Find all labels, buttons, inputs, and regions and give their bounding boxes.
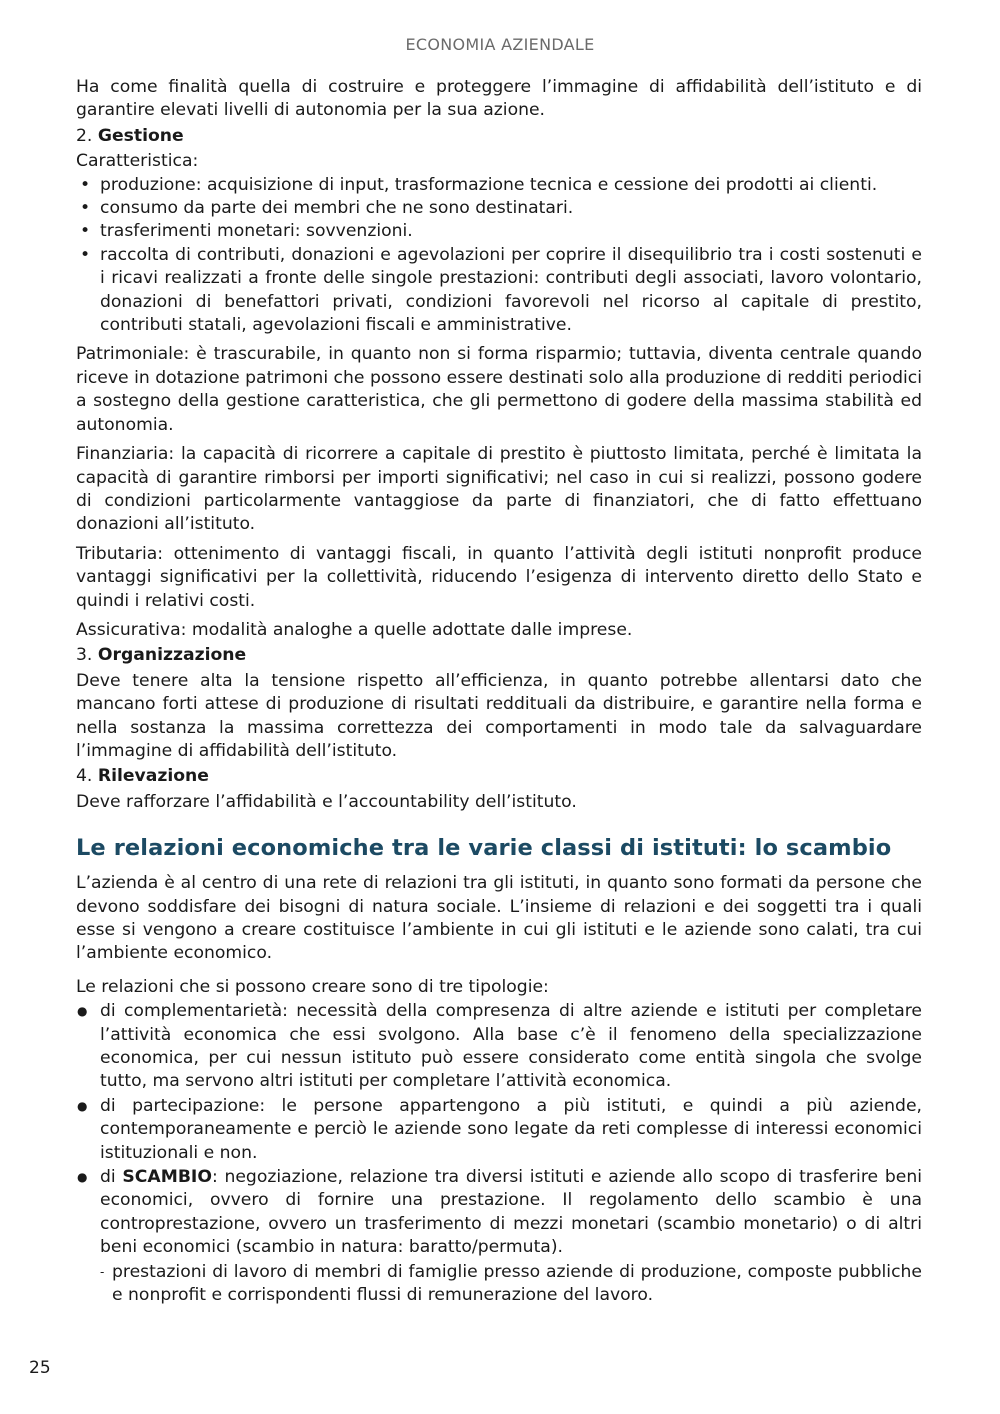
tributaria-paragraph: Tributaria: ottenimento di vantaggi fiscali, in quanto l’attività degli istituti nonprofit produce vantaggi significativi per la collettività, riducendo l’esigenza di intervento diretto dello Stato e quindi i relativi costi. [76, 543, 922, 611]
caratteristica-label: Caratteristica: [76, 151, 199, 172]
list-item: ● di complementarietà: necessità della compresenza di altre aziende e istituti per completare l’attività economica che essi svolgono. Alla base c’è il fenomeno della specializzazione economica, per cui nessun istituto può essere considerato come entità singola che svolge tutto, ma servono altri istituti per completare l’attività economica. [76, 1000, 922, 1094]
list-item: • produzione: acquisizione di input, trasformazione tecnica e cessione dei prodotti ai clienti. [76, 174, 922, 197]
page-number: 25 [29, 1358, 51, 1378]
relazioni-list-intro: Le relazioni che si possono creare sono di tre tipologie: [76, 976, 549, 997]
section-heading-rilevazione [76, 765, 922, 788]
caratteristica-list [76, 174, 922, 338]
page-body [76, 76, 922, 1308]
list-item: • raccolta di contributi, donazioni e agevolazioni per coprire il disequilibrio tra i costi sostenuti e i ricavi realizzati a fronte delle singole prestazioni: contributi degli associati, lavoro volontario, donazioni di benefattori privati, condizioni favorevoli nel ricorso al capitale di prestito, contributi statali, agevolazioni fiscali e amministrative. [76, 244, 922, 338]
scambio-term: SCAMBIO [122, 1167, 212, 1188]
patrimoniale-paragraph: Patrimoniale: è trascurabile, in quanto non si forma risparmio; tuttavia, diventa centrale quando riceve in dotazione patrimoni che possono essere destinati solo alla produzione di redditi periodici a sostegno della gestione caratteristica, che gli permettono di godere della massima stabilità ed autonomia. [76, 344, 923, 435]
section-heading-organizzazione [76, 644, 922, 667]
relazioni-paragraph: L’azienda è al centro di una rete di relazioni tra gli istituti, in quanto sono formati da persone che devono soddisfare dei bisogni di natura sociale. L’insieme di relazioni e dei soggetti tra i quali esse si vengono a creare costituisce l’ambiente in cui gli istituti e le aziende sono calati, tra cui l’ambiente economico. [76, 873, 922, 964]
section-heading-gestione [76, 125, 922, 148]
section-title: Organizzazione [97, 645, 247, 666]
scambio-sublist [100, 1261, 922, 1308]
intro-paragraph: Ha come finalità quella di costruire e proteggere l’immagine di affidabilità dell’istituto e di garantire elevati livelli di autonomia per la sua azione. [76, 77, 922, 121]
list-item [76, 1166, 922, 1307]
section-number: 3. [76, 645, 93, 666]
finanziaria-paragraph: Finanziaria: la capacità di ricorrere a capitale di prestito è piuttosto limitata, perché è limitata la capacità di garantire rimborsi per importi significativi; nel caso in cui si realizzi, possono godere di condizioni particolarmente vantaggiose da parte di finanziatori, che di fatto effettuano donazioni all’istituto. [76, 444, 922, 535]
assicurativa-paragraph: Assicurativa: modalità analoghe a quelle adottate dalle imprese. [76, 619, 633, 640]
item-text: : negoziazione, relazione tra diversi istituti e aziende allo scopo di trasferire beni economici, ovvero di fornire una prestazione. Il regolamento dello scambio è una controprestazione, ovvero un trasferimento di mezzi monetari (scambio monetario) o di altri beni economici (scambio in natura: baratto/permuta). [100, 1167, 922, 1258]
list-item: ● di partecipazione: le persone appartengono a più istituti, e quindi a più aziende, contemporaneamente e perciò le aziende sono legate da reti complesse di interessi economici istituzionali e non. [76, 1095, 922, 1165]
list-item: • consumo da parte dei membri che ne sono destinatari. [76, 197, 922, 220]
sublist-item: - prestazioni di lavoro di membri di famiglie presso aziende di produzione, composte pubbliche e nonprofit e corrispondenti flussi di remunerazione del lavoro. [100, 1261, 922, 1308]
list-item: • trasferimenti monetari: sovvenzioni. [76, 220, 922, 243]
section-number: 2. [76, 125, 93, 146]
running-header: ECONOMIA AZIENDALE [405, 35, 595, 54]
rilevazione-paragraph: Deve rafforzare l’affidabilità e l’accountability dell’istituto. [76, 791, 577, 812]
section-number: 4. [76, 766, 93, 787]
section-heading-relazioni: Le relazioni economiche tra le varie classi di istituti: lo scambio [76, 835, 892, 862]
section-title: Rilevazione [97, 766, 209, 787]
organizzazione-paragraph: Deve tenere alta la tensione rispetto all’efficienza, in quanto potrebbe allentarsi dato che mancano forti attese di produzione di risultati reddituali da distribuire, e garantire nella forma e nella sostanza la massima correttezza dei comportamenti in modo tale da salvaguardare l’immagine di affidabilità dell’istituto. [76, 670, 922, 761]
section-title: Gestione [97, 125, 184, 146]
item-prefix: di [100, 1167, 123, 1188]
relazioni-list [76, 1000, 922, 1307]
